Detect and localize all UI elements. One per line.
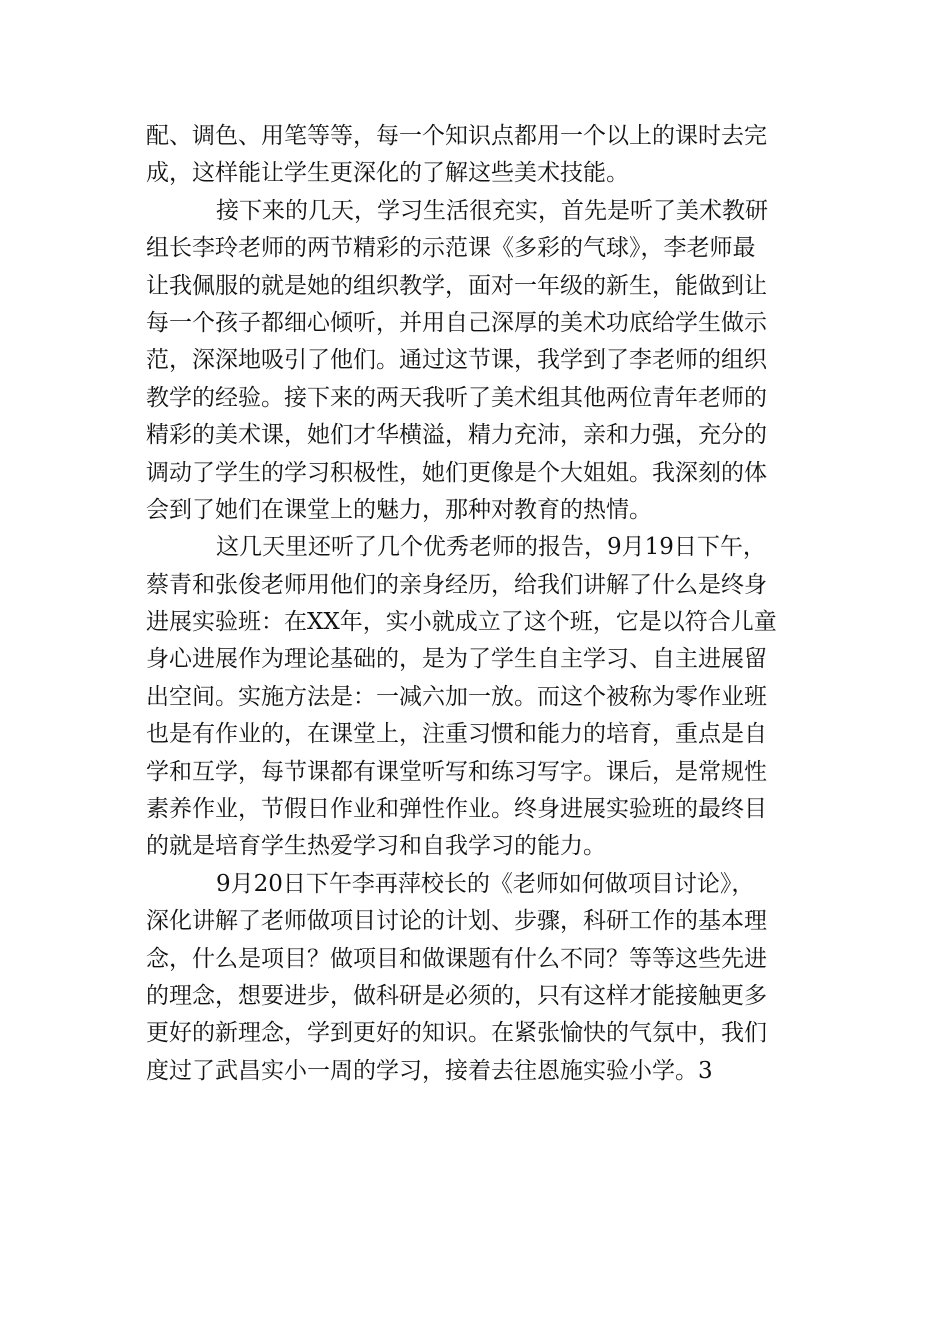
text-line: 范，深深地吸引了他们。通过这节课，我学到了李老师的组织 xyxy=(146,347,767,374)
text-line: 让我佩服的就是她的组织教学，面对一年级的新生，能做到让 xyxy=(146,272,767,299)
text-line: 调动了学生的学习积极性，她们更像是个大姐姐。我深刻的体 xyxy=(146,459,767,486)
text-line: 会到了她们在课堂上的魅力，那种对教育的热情。 xyxy=(146,496,652,523)
text-line: 更好的新理念，学到更好的知识。在紧张愉快的气氛中，我们 xyxy=(146,1020,767,1047)
text-line: 配、调色、用笔等等，每一个知识点都用一个以上的课时去完 xyxy=(146,123,767,149)
text-line: 教学的经验。接下来的两天我听了美术组其他两位青年老师的 xyxy=(146,384,767,411)
text-line: 精彩的美术课，她们才华横溢，精力充沛，亲和力强，充分的 xyxy=(146,422,767,449)
text-line: 每一个孩子都细心倾听，并用自己深厚的美术功底给学生做示 xyxy=(146,309,767,336)
text-line: 学和互学，每节课都有课堂听写和练习写字。课后，是常规性 xyxy=(146,758,767,785)
text-line: 出空间。实施方法是：一减六加一放。而这个被称为零作业班 xyxy=(146,683,767,710)
text-line: 进展实验班：在XX年，实小就成立了这个班，它是以符合儿童 xyxy=(146,609,777,636)
text-line: 组长李玲老师的两节精彩的示范课《多彩的气球》，李老师最 xyxy=(146,235,756,262)
text-line: 念，什么是项目？做项目和做课题有什么不同？等等这些先进 xyxy=(146,945,767,972)
body-text xyxy=(146,118,806,1090)
text-line: 深化讲解了老师做项目讨论的计划、步骤，科研工作的基本理 xyxy=(146,908,767,935)
text-line: 度过了武昌实小一周的学习，接着去往恩施实验小学。3 xyxy=(146,1057,713,1084)
text-line: 的理念，想要进步，做科研是必须的，只有这样才能接触更多 xyxy=(146,982,767,1009)
text-line: 这几天里还听了几个优秀老师的报告，9月19日下午， xyxy=(216,534,766,561)
text-line: 的就是培育学生热爱学习和自我学习的能力。 xyxy=(146,833,606,860)
text-line: 身心进展作为理论基础的，是为了学生自主学习、自主进展留 xyxy=(146,646,767,673)
text-line: 素养作业，节假日作业和弹性作业。终身进展实验班的最终目 xyxy=(146,796,767,823)
text-line: 接下来的几天，学习生活很充实，首先是听了美术教研 xyxy=(216,197,768,224)
text-line: 蔡青和张俊老师用他们的亲身经历，给我们讲解了什么是终身 xyxy=(146,571,767,598)
text-line: 成，这样能让学生更深化的了解这些美术技能。 xyxy=(146,160,629,187)
text-line: 也是有作业的，在课堂上，注重习惯和能力的培育，重点是自 xyxy=(146,721,767,748)
text-line: 9月20日下午李再萍校长的《老师如何做项目讨论》， xyxy=(216,870,755,897)
